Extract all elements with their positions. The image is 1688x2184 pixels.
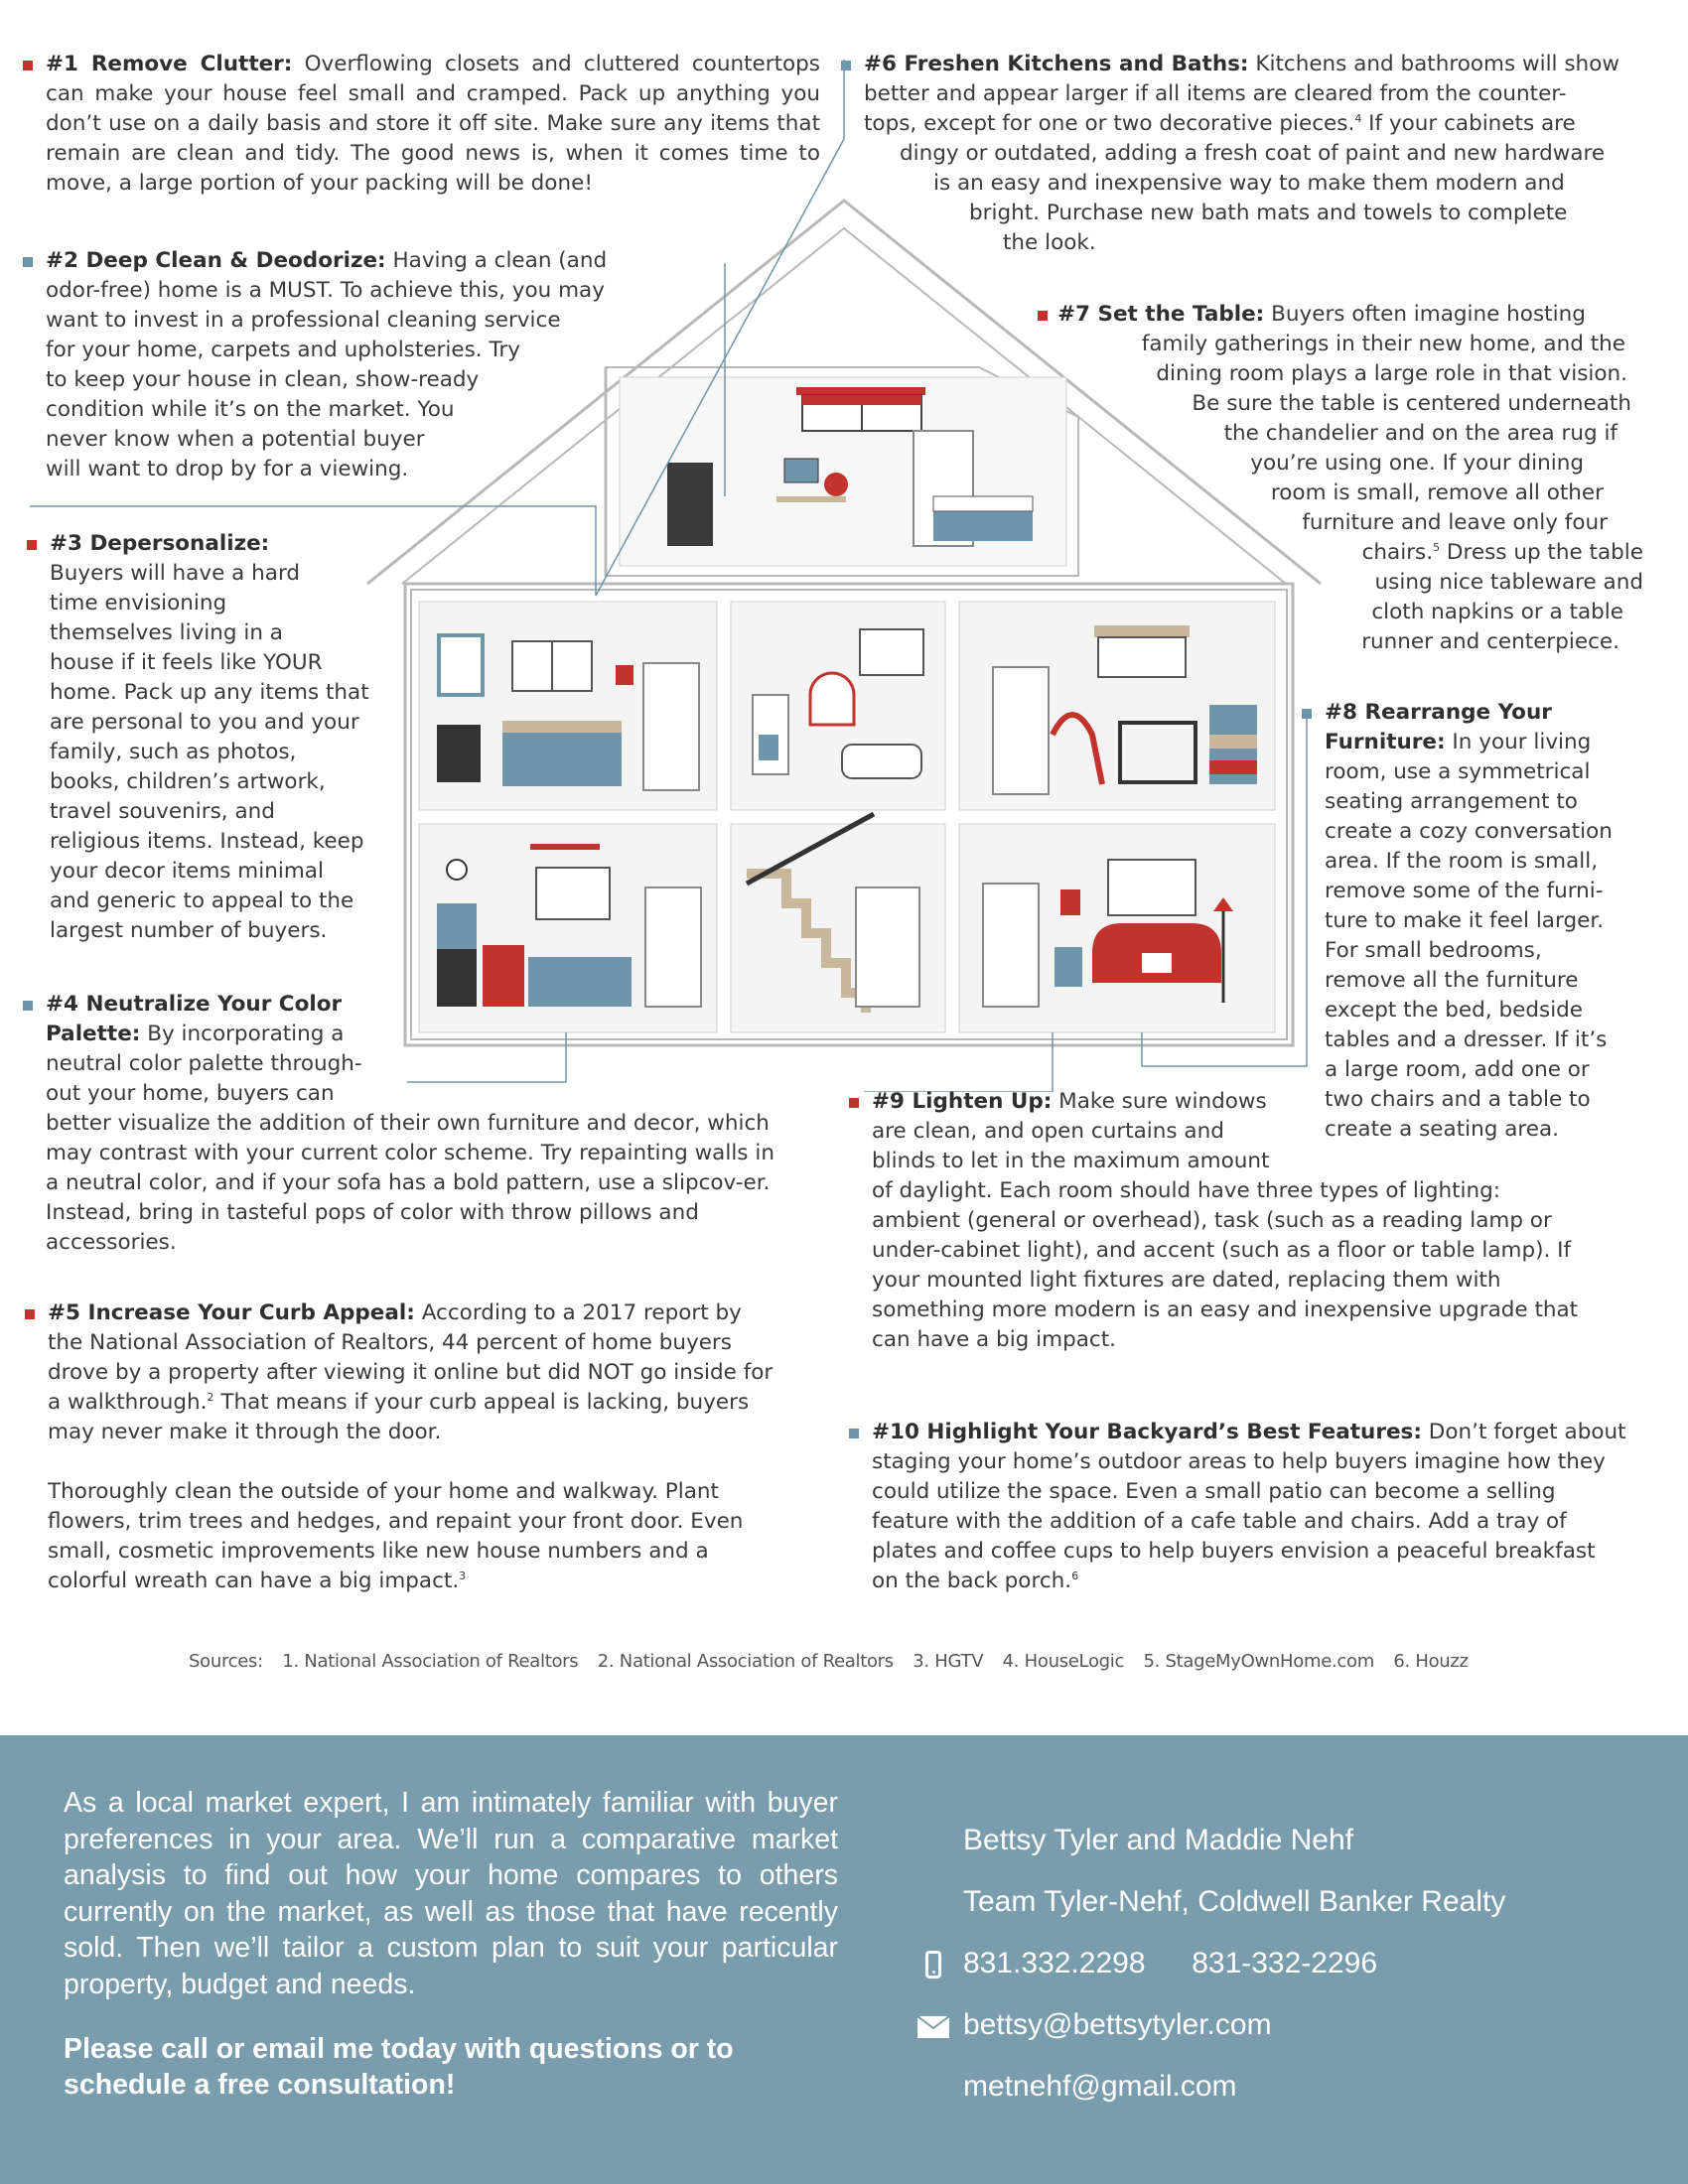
- tip-7-line: cloth napkins or a table: [1371, 600, 1623, 624]
- tip-7-line: furniture and leave only four: [1302, 510, 1608, 535]
- tip-3-line: Buyers will have a hard: [50, 561, 301, 586]
- footnote-ref: 2: [207, 1390, 214, 1404]
- source-item: 3. HGTV: [913, 1651, 984, 1672]
- bullet-icon: [25, 1309, 35, 1319]
- team-name: Team Tyler-Nehf, Coldwell Banker Realty: [963, 1885, 1506, 1918]
- tip-4-title-2: Palette:: [46, 1022, 141, 1046]
- tip-8-line: In your living: [1445, 730, 1592, 754]
- tip-7-line: you’re using one. If your dining: [1250, 451, 1584, 476]
- tip-7-line: the chandelier and on the area rug if: [1223, 421, 1618, 446]
- tip-7-line: runner and centerpiece.: [1361, 629, 1619, 654]
- tip-2-line: Having a clean (and: [385, 248, 608, 273]
- tip-6-line: Kitchens and bathrooms will show: [1248, 52, 1619, 76]
- footer-panel: [0, 1735, 1688, 2184]
- tip-1: [46, 50, 820, 199]
- tip-7-line: using nice tableware and: [1374, 570, 1643, 595]
- tip-5: [48, 1298, 782, 1596]
- tip-3-line: your decor items minimal: [50, 859, 324, 884]
- tip-3-line: house if it feels like YOUR: [50, 650, 323, 675]
- tip-8-line: tables and a dresser. If it’s: [1325, 1027, 1608, 1052]
- tip-6-line: If your cabinets are: [1361, 111, 1576, 136]
- tip-1-body: Overflowing closets and cluttered countertops can make your house feel small and cramped. Pack up anything you don’t use on a daily basis and store it off site. Make sure any items that remain are clean and tidy. The good news is, when it comes time to move, a large portion of your packing will be done!: [46, 52, 820, 196]
- tip-6-line: tops, except for one or two decorative pieces.: [864, 111, 1355, 136]
- tip-2-title: #2 Deep Clean & Deodorize:: [46, 248, 386, 273]
- tip-3-line: themselves living in a: [50, 620, 283, 645]
- tip-8-line: two chairs and a table to: [1325, 1087, 1591, 1112]
- bullet-icon: [23, 257, 33, 267]
- source-item: 1. National Association of Realtors: [282, 1651, 579, 1672]
- tip-3-line: home. Pack up any items that: [50, 680, 369, 705]
- bullet-icon: [23, 1001, 33, 1011]
- tip-8-line: area. If the room is small,: [1325, 849, 1599, 874]
- bullet-icon: [1038, 311, 1048, 321]
- tip-6-title: #6 Freshen Kitchens and Baths:: [864, 52, 1249, 76]
- tip-8-title-2: Furniture:: [1325, 730, 1446, 754]
- tip-3-line: family, such as photos,: [50, 740, 297, 764]
- sources-label: Sources:: [189, 1651, 263, 1672]
- tip-3-line: largest number of buyers.: [50, 918, 328, 943]
- tip-9-line: are clean, and open curtains and: [872, 1119, 1224, 1144]
- tip-9-line: blinds to let in the maximum amount: [872, 1149, 1270, 1173]
- footnote-ref: 4: [1354, 111, 1362, 125]
- tip-7-line: dining room plays a large role in that vision.: [1156, 361, 1627, 386]
- phone-icon: [925, 1951, 941, 1979]
- footnote-ref: 3: [459, 1569, 467, 1582]
- source-item: 5. StageMyOwnHome.com: [1143, 1651, 1374, 1672]
- sources-line: [189, 1651, 1482, 1672]
- tip-9-title: #9 Lighten Up:: [872, 1089, 1053, 1114]
- tip-9-line: Make sure windows: [1052, 1089, 1267, 1114]
- tip-7-line: Buyers often imagine hosting: [1264, 302, 1586, 327]
- tip-8-line: except the bed, bedside: [1325, 998, 1584, 1023]
- tip-2-line: odor-free) home is a MUST. To achieve this, you may: [46, 278, 605, 303]
- tip-8-line: ture to make it feel larger.: [1325, 908, 1605, 933]
- bullet-icon: [841, 61, 851, 70]
- tip-8-line: remove some of the furni-: [1325, 879, 1604, 903]
- tip-3: [50, 529, 387, 946]
- tip-8-line: room, use a symmetrical: [1325, 759, 1591, 784]
- tip-7-line: Be sure the table is centered underneath: [1192, 391, 1631, 416]
- footnote-ref: 6: [1071, 1569, 1079, 1582]
- tip-2-line: want to invest in a professional cleaning service: [46, 308, 561, 333]
- tip-5-title: #5 Increase Your Curb Appeal:: [48, 1300, 415, 1325]
- tip-2-line: never know when a potential buyer: [46, 427, 425, 452]
- attic-room: [620, 377, 1066, 566]
- footnote-ref: 5: [1433, 540, 1441, 554]
- tip-8-line: create a cozy conversation: [1325, 819, 1613, 844]
- tip-3-line: are personal to you and your: [50, 710, 359, 735]
- tip-8-line: remove all the furniture: [1325, 968, 1579, 993]
- phone-numbers: [963, 1947, 1377, 1980]
- agent-names: Bettsy Tyler and Maddie Nehf: [963, 1824, 1353, 1856]
- source-item: 2. National Association of Realtors: [597, 1651, 894, 1672]
- phone-number-2[interactable]: 831-332-2296: [1192, 1947, 1378, 1979]
- bullet-icon: [849, 1098, 859, 1108]
- email-2[interactable]: metnehf@gmail.com: [963, 2070, 1237, 2103]
- phone-number-1[interactable]: 831.332.2298: [963, 1947, 1146, 1979]
- tip-3-title: #3 Depersonalize:: [50, 531, 270, 556]
- tip-4: [46, 990, 780, 1258]
- source-item: 4. HouseLogic: [1002, 1651, 1125, 1672]
- tip-6-line: the look.: [1003, 230, 1096, 255]
- tip-10-body: Don’t forget about staging your home’s outdoor areas to help buyers imagine how they could utilize the space. Even a small patio can become a selling feature with the addition of a cafe table and chairs. Add a tray of plates and coffee cups to help buyers envision a peaceful breakfast on the back porch.: [872, 1420, 1626, 1593]
- tip-9-body: of daylight. Each room should have three types of lighting: ambient (general or overhead), task (such as a reading lamp or under-cabinet light), and accent (such as a floor or table lamp). If your mounted light fixtures are dated, replacing them with something more modern is an easy and inexpensive upgrade that can have a big impact.: [872, 1178, 1579, 1352]
- tip-8-line: seating arrangement to: [1325, 789, 1578, 814]
- source-item: 6. Houzz: [1393, 1651, 1469, 1672]
- tip-4-line: neutral color palette through-: [46, 1051, 362, 1076]
- tip-4-title: #4 Neutralize Your Color: [46, 992, 343, 1017]
- tip-6: [864, 50, 1644, 258]
- tip-8-line: For small bedrooms,: [1325, 938, 1542, 963]
- tip-8-line: create a seating area.: [1325, 1117, 1559, 1142]
- tip-8: [1325, 698, 1662, 1145]
- tip-4-body: better visualize the addition of their own furniture and decor, which may contrast with your current color scheme. Try repainting walls in a neutral color, and if your sofa has a bold pattern, use a slipcov-er. Instead, bring in tasteful pops of color with throw pillows and accessories.: [46, 1111, 774, 1255]
- tip-10: [872, 1418, 1626, 1596]
- tip-7-line: room is small, remove all other: [1270, 480, 1604, 505]
- tip-2: [46, 246, 681, 484]
- tip-4-line: By incorporating a: [140, 1022, 345, 1046]
- tip-7-line: family gatherings in their new home, and the: [1141, 332, 1625, 356]
- bullet-icon: [1302, 709, 1312, 719]
- tip-6-line: dingy or outdated, adding a fresh coat of paint and new hardware: [900, 141, 1606, 166]
- tip-1-title: #1 Remove Clutter:: [46, 52, 293, 76]
- bullet-icon: [27, 540, 37, 550]
- mail-icon: [917, 2016, 949, 2038]
- tip-8-title: #8 Rearrange Your: [1325, 700, 1552, 725]
- tip-3-line: religious items. Instead, keep: [50, 829, 364, 854]
- email-1[interactable]: bettsy@bettsytyler.com: [963, 2008, 1272, 2041]
- footer-cta: Please call or email me today with questions or to schedule a free consultation!: [64, 2033, 734, 2101]
- tip-3-line: travel souvenirs, and: [50, 799, 275, 824]
- tip-2-line: will want to drop by for a viewing.: [46, 457, 409, 481]
- bullet-icon: [849, 1429, 859, 1438]
- tip-7-line: Dress up the table: [1440, 540, 1643, 565]
- tip-10-title: #10 Highlight Your Backyard’s Best Features:: [872, 1420, 1422, 1444]
- tip-2-line: for your home, carpets and upholsteries. Try: [46, 338, 520, 362]
- tip-5-body: That means if your curb appeal is lacking, buyers may never make it through the door.: [48, 1390, 750, 1444]
- tip-7-line: chairs.: [1361, 540, 1434, 565]
- tip-5-body: Thoroughly clean the outside of your home and walkway. Plant flowers, trim trees and hedges, and repaint your front door. Even small, cosmetic improvements like new house numbers and a colorful wreath can have a big impact.: [48, 1479, 744, 1593]
- tip-2-line: to keep your house in clean, show-ready: [46, 367, 480, 392]
- tip-4-line: out your home, buyers can: [46, 1081, 335, 1106]
- tip-3-line: books, children’s artwork,: [50, 769, 326, 794]
- tip-2-line: condition while it’s on the market. You: [46, 397, 455, 422]
- tip-3-line: time envisioning: [50, 591, 227, 615]
- tip-6-line: bright. Purchase new bath mats and towels to complete: [969, 201, 1568, 225]
- tip-6-line: is an easy and inexpensive way to make them modern and: [933, 171, 1565, 196]
- tip-6-line: better and appear larger if all items are cleared from the counter-: [864, 81, 1567, 106]
- tip-3-line: and generic to appeal to the: [50, 888, 354, 913]
- tip-8-line: a large room, add one or: [1325, 1057, 1590, 1082]
- tip-7-title: #7 Set the Table:: [1057, 302, 1265, 327]
- tip-9: [872, 1087, 1587, 1355]
- tip-5-body: According to a 2017 report by the National Association of Realtors, 44 percent of home buyers drove by a property after viewing it online but did NOT go inside for a walkthrough.: [48, 1300, 774, 1415]
- footer-paragraph: As a local market expert, I am intimately familiar with buyer preferences in your area. We’ll run a comparative market analysis to find out how your home compares to others currently on the market, as well as those that have recently sold. Then we’ll tailor a custom plan to suit your particular property, budget and needs.: [64, 1787, 838, 2000]
- bullet-icon: [23, 61, 33, 70]
- tip-7: [1057, 300, 1643, 657]
